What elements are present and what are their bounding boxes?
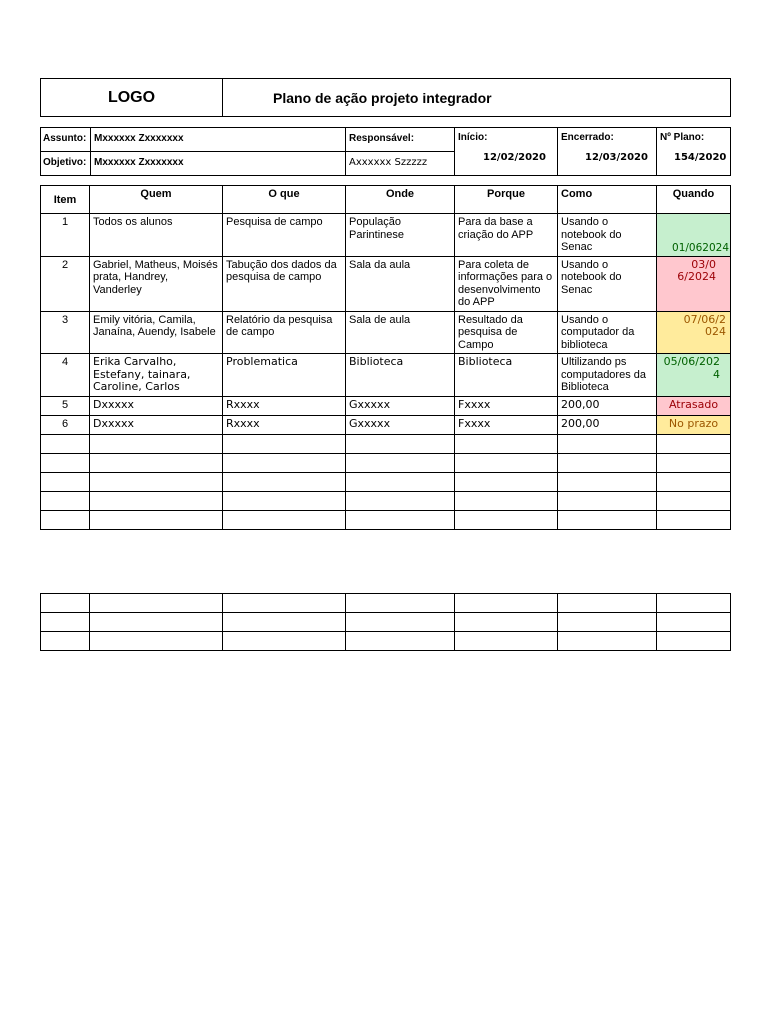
empty-cell[interactable] (346, 594, 455, 613)
empty-cell[interactable] (346, 453, 455, 472)
cell-porque[interactable]: Fxxxx (455, 396, 558, 415)
empty-cell[interactable] (41, 613, 90, 632)
empty-row (41, 510, 731, 529)
header-oque: O que (223, 186, 346, 214)
empty-cell[interactable] (657, 434, 731, 453)
info-table (40, 127, 731, 176)
empty-cell[interactable] (455, 613, 558, 632)
inicio-cell (455, 128, 558, 176)
empty-cell[interactable] (455, 491, 558, 510)
cell-quando[interactable]: 07/06/2 024 (657, 311, 731, 354)
table-row (41, 415, 731, 434)
cell-porque[interactable]: Para coleta de informações para o desenvolvimento do APP (455, 256, 558, 311)
cell-item[interactable]: 5 (41, 396, 90, 415)
empty-cell[interactable] (455, 594, 558, 613)
cell-oque[interactable]: Rxxxx (223, 415, 346, 434)
empty-cell[interactable] (41, 453, 90, 472)
empty-cell[interactable] (223, 510, 346, 529)
empty-cell[interactable] (346, 632, 455, 651)
empty-cell[interactable] (657, 472, 731, 491)
encerrado-label: Encerrado: (561, 132, 614, 143)
empty-row (41, 613, 731, 632)
empty-cell[interactable] (455, 472, 558, 491)
cell-onde[interactable]: Biblioteca (346, 354, 455, 397)
empty-row (41, 434, 731, 453)
cell-oque[interactable]: Relatório da pesquisa de campo (223, 311, 346, 354)
cell-quando[interactable]: No prazo (657, 415, 731, 434)
empty-cell[interactable] (558, 472, 657, 491)
header-quem: Quem (90, 186, 223, 214)
cell-onde[interactable]: Gxxxxx (346, 396, 455, 415)
empty-cell[interactable] (223, 594, 346, 613)
plano-cell (657, 128, 731, 176)
empty-cell[interactable] (657, 453, 731, 472)
cell-porque[interactable]: Para da base a criação do APP (455, 214, 558, 257)
empty-row (41, 594, 731, 613)
cell-como[interactable]: 200,00 (558, 396, 657, 415)
table-row (41, 214, 731, 257)
empty-cell[interactable] (558, 632, 657, 651)
empty-cell[interactable] (558, 510, 657, 529)
empty-cell[interactable] (223, 453, 346, 472)
cell-item[interactable]: 1 (41, 214, 90, 257)
empty-cell[interactable] (558, 434, 657, 453)
cell-oque[interactable]: Tabução dos dados da pesquisa de campo (223, 256, 346, 311)
empty-cell[interactable] (90, 613, 223, 632)
empty-cell[interactable] (223, 491, 346, 510)
empty-cell[interactable] (41, 434, 90, 453)
empty-cell[interactable] (223, 472, 346, 491)
logo: LOGO (41, 79, 223, 117)
cell-onde[interactable]: Sala de aula (346, 311, 455, 354)
responsavel-value[interactable]: Axxxxxx Szzzzz (346, 152, 455, 176)
cell-quando[interactable]: 01/062024 (657, 214, 731, 257)
cell-onde[interactable]: População Parintinese (346, 214, 455, 257)
action-plan-table (40, 185, 731, 530)
cell-como[interactable]: Ultilizando ps computadores da Biblioteca (558, 354, 657, 397)
empty-row (41, 632, 731, 651)
table-row (41, 256, 731, 311)
header-como: Como (558, 186, 657, 214)
header-onde: Onde (346, 186, 455, 214)
empty-cell[interactable] (41, 594, 90, 613)
empty-cell[interactable] (455, 510, 558, 529)
cell-item[interactable]: 3 (41, 311, 90, 354)
empty-cell[interactable] (657, 594, 731, 613)
header-porque: Porque (455, 186, 558, 214)
empty-cell[interactable] (455, 632, 558, 651)
inicio-value[interactable]: 12/02/2020 (483, 152, 546, 163)
empty-cell[interactable] (41, 632, 90, 651)
assunto-label: Assunto: (41, 128, 91, 152)
empty-cell[interactable] (558, 613, 657, 632)
cell-quem[interactable]: Todos os alunos (90, 214, 223, 257)
empty-cell[interactable] (41, 510, 90, 529)
encerrado-cell (558, 128, 657, 176)
cell-item[interactable]: 6 (41, 415, 90, 434)
empty-cell[interactable] (657, 491, 731, 510)
empty-cell[interactable] (558, 453, 657, 472)
cell-como[interactable]: Usando o notebook do Senac (558, 214, 657, 257)
header-table (40, 78, 731, 117)
empty-cell[interactable] (223, 434, 346, 453)
cell-onde[interactable]: Sala da aula (346, 256, 455, 311)
cell-quem[interactable]: Dxxxxx (90, 396, 223, 415)
bottom-table (40, 593, 731, 651)
cell-quando[interactable]: Atrasado (657, 396, 731, 415)
responsavel-label: Responsável: (346, 128, 455, 152)
empty-cell[interactable] (657, 613, 731, 632)
cell-quando[interactable]: 03/0 6/2024 (657, 256, 731, 311)
cell-oque[interactable]: Problematica (223, 354, 346, 397)
empty-row (41, 453, 731, 472)
cell-quem[interactable]: Emily vitória, Camila, Janaína, Auendy, Isabele (90, 311, 223, 354)
cell-porque[interactable]: Fxxxx (455, 415, 558, 434)
objetivo-value[interactable]: Mxxxxxx Zxxxxxxx (91, 152, 346, 176)
empty-cell[interactable] (223, 613, 346, 632)
empty-cell[interactable] (90, 434, 223, 453)
empty-cell[interactable] (41, 472, 90, 491)
empty-cell[interactable] (657, 510, 731, 529)
cell-onde[interactable]: Gxxxxx (346, 415, 455, 434)
header-quando: Quando (657, 186, 731, 214)
cell-quem[interactable]: Dxxxxx (90, 415, 223, 434)
page-title: Plano de ação projeto integrador (223, 79, 731, 117)
objetivo-label: Objetivo: (41, 152, 91, 176)
empty-cell[interactable] (346, 434, 455, 453)
empty-cell[interactable] (346, 491, 455, 510)
empty-cell[interactable] (558, 594, 657, 613)
cell-quando[interactable]: 05/06/202 4 (657, 354, 731, 397)
cell-porque[interactable]: Biblioteca (455, 354, 558, 397)
cell-porque[interactable]: Resultado da pesquisa de Campo (455, 311, 558, 354)
empty-cell[interactable] (346, 613, 455, 632)
empty-row (41, 472, 731, 491)
table-row (41, 354, 731, 397)
empty-row (41, 491, 731, 510)
plano-label: Nº Plano: (660, 132, 705, 143)
cell-como[interactable]: Usando o notebook do Senac (558, 256, 657, 311)
table-row (41, 311, 731, 354)
cell-quem[interactable]: Erika Carvalho, Estefany, tainara, Caroline, Carlos (90, 354, 223, 397)
empty-cell[interactable] (90, 491, 223, 510)
empty-cell[interactable] (90, 453, 223, 472)
cell-item[interactable]: 4 (41, 354, 90, 397)
plano-value[interactable]: 154/2020 (674, 152, 727, 163)
empty-cell[interactable] (455, 453, 558, 472)
inicio-label: Início: (458, 132, 488, 143)
cell-item[interactable]: 2 (41, 256, 90, 311)
header-item: Item (41, 186, 90, 214)
empty-cell[interactable] (90, 594, 223, 613)
cell-como[interactable]: Usando o computador da biblioteca (558, 311, 657, 354)
empty-cell[interactable] (657, 632, 731, 651)
cell-quem[interactable]: Gabriel, Matheus, Moisés prata, Handrey, Vanderley (90, 256, 223, 311)
empty-cell[interactable] (455, 434, 558, 453)
encerrado-value[interactable]: 12/03/2020 (585, 152, 648, 163)
cell-oque[interactable]: Rxxxx (223, 396, 346, 415)
empty-cell[interactable] (223, 632, 346, 651)
empty-cell[interactable] (346, 510, 455, 529)
cell-oque[interactable]: Pesquisa de campo (223, 214, 346, 257)
table-row (41, 396, 731, 415)
empty-cell[interactable] (41, 491, 90, 510)
cell-como[interactable]: 200,00 (558, 415, 657, 434)
empty-cell[interactable] (90, 632, 223, 651)
empty-cell[interactable] (346, 472, 455, 491)
empty-cell[interactable] (90, 510, 223, 529)
empty-cell[interactable] (558, 491, 657, 510)
assunto-value[interactable]: Mxxxxxx Zxxxxxxx (91, 128, 346, 152)
empty-cell[interactable] (90, 472, 223, 491)
